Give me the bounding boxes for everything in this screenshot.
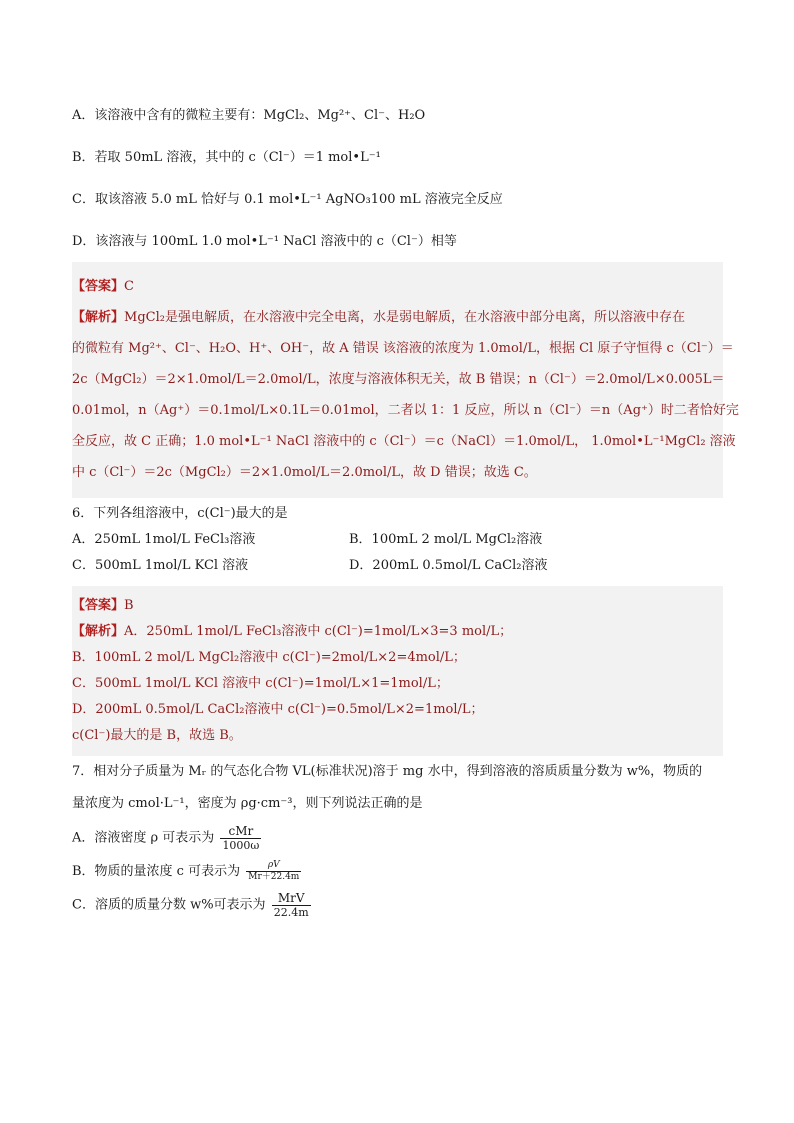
- q7-stem-line-2: 量浓度为 cmol·L⁻¹，密度为 ρg·cm⁻³，则下列说法正确的是: [72, 796, 423, 811]
- answer-tag: 【答案】: [72, 598, 125, 613]
- fraction-numerator: ρV: [246, 860, 301, 872]
- q7-option-a: [72, 824, 723, 852]
- q6-option-b: B．100mL 2 mol/L MgCl₂溶液: [349, 532, 543, 547]
- q7-option-b: [72, 860, 723, 883]
- q5-answer-box: [72, 262, 739, 498]
- fraction-denominator: Mr＋22.4m: [248, 872, 300, 882]
- q6-answer-value: B: [124, 598, 134, 613]
- analysis-tag: 【解析】: [72, 624, 125, 639]
- q7-option-c-fraction: [272, 891, 311, 919]
- q5-analysis-line-3: 2c（MgCl₂）＝2×1.0mol/L＝2.0mol/L，浓度与溶液体积无关，故 B 错误；n（Cl⁻）＝2.0mol/L×0.005L＝: [72, 372, 725, 387]
- q5-option-d: D．该溶液与 100mL 1.0 mol•L⁻¹ NaCl 溶液中的 c（Cl⁻）相等: [72, 234, 457, 249]
- q6-option-d: D．200mL 0.5mol/L CaCl₂溶液: [349, 558, 548, 573]
- q5-analysis-line-5: 全反应，故 C 正确；1.0 mol•L⁻¹ NaCl 溶液中的 c（Cl⁻）＝c（NaCl）＝1.0mol/L， 1.0mol•L⁻¹MgCl₂ 溶液: [72, 434, 736, 449]
- q5-analysis-line-4: 0.01mol，n（Ag⁺）＝0.1mol/L×0.1L＝0.01mol，二者以 1：1 反应，所以 n（Cl⁻）＝n（Ag⁺）时二者恰好完: [72, 403, 739, 418]
- q7-option-c-text: C．溶质的质量分数 w%可表示为: [72, 897, 266, 913]
- q7-option-c: [72, 891, 723, 919]
- q5-analysis-text-1: MgCl₂是强电解质，在水溶液中完全电离，水是弱电解质，在水溶液中部分电离，所以溶液中存在: [124, 310, 685, 325]
- fraction-numerator: MrV: [272, 891, 311, 906]
- q6-analysis-text-1: A．250mL 1mol/L FeCl₃溶液中 c(Cl⁻)=1mol/L×3=3 mol/L；: [124, 624, 513, 639]
- q6-options-row-2: [72, 556, 723, 576]
- question-5-options: [72, 106, 723, 252]
- q6-analysis-line-4: D．200mL 0.5mol/L CaCl₂溶液中 c(Cl⁻)=0.5mol/L×2=1mol/L；: [72, 702, 484, 717]
- q5-analysis-line-1: [72, 308, 723, 328]
- analysis-tag: 【解析】: [72, 310, 125, 325]
- q6-option-a: A．250mL 1mol/L FeCl₃溶液: [72, 532, 256, 547]
- q6-analysis-line-1: [72, 622, 723, 642]
- q6-analysis-line-3: C．500mL 1mol/L KCl 溶液中 c(Cl⁻)=1mol/L×1=1mol/L；: [72, 676, 449, 691]
- q5-answer-line: [72, 277, 723, 297]
- q5-option-a: A．该溶液中含有的微粒主要有：MgCl₂、Mg²⁺、Cl⁻、H₂O: [72, 108, 426, 123]
- q7-option-a-fraction: [220, 824, 261, 852]
- q6-stem: 6．下列各组溶液中，c(Cl⁻)最大的是: [72, 506, 288, 521]
- q5-option-c: C．取该溶液 5.0 mL 恰好与 0.1 mol•L⁻¹ AgNO₃100 mL 溶液完全反应: [72, 192, 503, 207]
- answer-tag: 【答案】: [72, 279, 125, 294]
- q7-stem-line-1: 7．相对分子质量为 Mᵣ 的气态化合物 VL(标准状况)溶于 mg 水中，得到溶液的溶质质量分数为 w%，物质的: [72, 764, 703, 779]
- fraction-denominator: 1000ω: [222, 839, 260, 852]
- q6-answer-line: [72, 596, 723, 616]
- question-7: [72, 762, 723, 919]
- q5-analysis-line-6: 中 c（Cl⁻）＝2c（MgCl₂）＝2×1.0mol/L＝2.0mol/L，故 D 错误；故选 C。: [72, 465, 537, 480]
- q6-analysis-line-5: c(Cl⁻)最大的是 B，故选 B。: [72, 728, 242, 743]
- q5-analysis-line-2: 的微粒有 Mg²⁺、Cl⁻、H₂O、H⁺、OH⁻，故 A 错误 该溶液的浓度为 1.0mol/L，根据 Cl 原子守恒得 c（Cl⁻）＝: [72, 341, 734, 356]
- q6-analysis-line-2: B．100mL 2 mol/L MgCl₂溶液中 c(Cl⁻)=2mol/L×2=4mol/L；: [72, 650, 466, 665]
- q6-options-row-1: [72, 530, 723, 550]
- q6-option-c: C．500mL 1mol/L KCl 溶液: [72, 558, 249, 573]
- q7-option-b-fraction: [246, 860, 301, 883]
- q7-option-b-text: B．物质的量浓度 c 可表示为: [72, 864, 241, 879]
- document-page: [72, 98, 739, 927]
- q6-answer-box: [72, 586, 723, 756]
- q7-option-a-text: A．溶液密度 ρ 可表示为: [72, 830, 215, 846]
- fraction-numerator: cMr: [220, 824, 261, 839]
- fraction-denominator: 22.4m: [273, 906, 309, 919]
- q5-option-b: B．若取 50mL 溶液，其中的 c（Cl⁻）＝1 mol•L⁻¹: [72, 150, 381, 165]
- q5-answer-value: C: [124, 279, 134, 294]
- question-6: [72, 504, 723, 576]
